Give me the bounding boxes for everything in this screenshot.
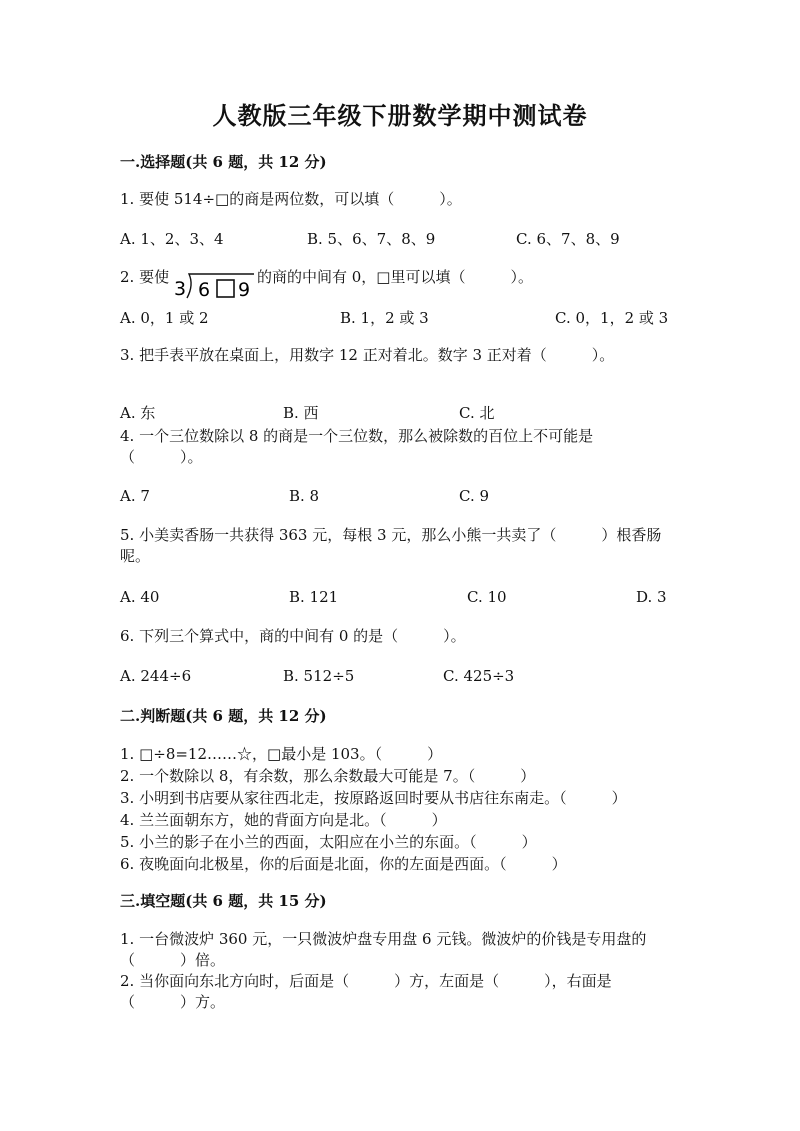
divisor-digit: 3 <box>174 278 187 300</box>
q5-option-a: A. 40 <box>120 588 160 606</box>
q6-option-b: B. 512÷5 <box>283 667 355 685</box>
judgement-item-2: 2. 一个数除以 8，有余数，那么余数最大可能是 7。（ ） <box>120 767 536 785</box>
long-division-figure <box>170 271 256 301</box>
question-2-stem-start: 2. 要使 <box>120 268 170 286</box>
q5-option-b: B. 121 <box>289 588 339 606</box>
section-heading-fill-blank: 三.填空题(共 6 题，共 15 分) <box>120 892 327 910</box>
q6-option-a: A. 244÷6 <box>120 667 192 685</box>
question-6-stem: 6. 下列三个算式中，商的中间有 0 的是（ ）。 <box>120 627 466 645</box>
q5-option-d: D. 3 <box>636 588 667 606</box>
question-3-stem: 3. 把手表平放在桌面上，用数字 12 正对着北。数字 3 正对着（ ）。 <box>120 346 615 364</box>
q1-option-b: B. 5、6、7、8、9 <box>307 230 436 248</box>
question-1-stem: 1. 要使 514÷□的商是两位数，可以填（ ）。 <box>120 190 462 208</box>
q2-option-a: A. 0，1 或 2 <box>120 309 209 327</box>
fill-question-2-line2: （ ）方。 <box>120 993 226 1011</box>
question-5-stem-line2: 呢。 <box>120 547 151 565</box>
question-5-stem-line1: 5. 小美卖香肠一共获得 363 元，每根 3 元，那么小熊一共卖了（ ）根香肠 <box>120 526 662 544</box>
q4-option-b: B. 8 <box>289 487 320 505</box>
q1-option-c: C. 6、7、8、9 <box>516 230 620 248</box>
dividend-digit-3: 9 <box>238 279 251 301</box>
dividend-digit-1: 6 <box>198 279 211 301</box>
blank-box-icon <box>217 280 234 297</box>
q6-option-c: C. 425÷3 <box>443 667 515 685</box>
fill-question-1-line1: 1. 一台微波炉 360 元，一只微波炉盘专用盘 6 元钱。微波炉的价钱是专用盘的 <box>120 930 647 948</box>
judgement-item-3: 3. 小明到书店要从家往西北走，按原路返回时要从书店往东南走。（ ） <box>120 789 627 807</box>
q4-option-a: A. 7 <box>120 487 150 505</box>
q3-option-a: A. 东 <box>120 404 156 422</box>
long-division-svg <box>170 271 256 301</box>
question-4-stem-line2: （ ）。 <box>120 448 203 466</box>
section-heading-choice: 一.选择题(共 6 题，共 12 分) <box>120 153 327 171</box>
judgement-item-6: 6. 夜晚面向北极星，你的后面是北面，你的左面是西面。（ ） <box>120 855 567 873</box>
q5-option-c: C. 10 <box>467 588 507 606</box>
page-title: 人教版三年级下册数学期中测试卷 <box>212 101 588 130</box>
fill-question-1-line2: （ ）倍。 <box>120 951 226 969</box>
q1-option-a: A. 1、2、3、4 <box>120 230 224 248</box>
q2-option-b: B. 1，2 或 3 <box>340 309 429 327</box>
judgement-item-5: 5. 小兰的影子在小兰的西面，太阳应在小兰的东面。（ ） <box>120 833 537 851</box>
section-heading-judgement: 二.判断题(共 6 题，共 12 分) <box>120 707 327 725</box>
q3-option-b: B. 西 <box>283 404 319 422</box>
q3-option-c: C. 北 <box>459 404 495 422</box>
judgement-item-1: 1. □÷8=12……☆，□最小是 103。（ ） <box>120 745 443 763</box>
question-2-stem-end: 的商的中间有 0，□里可以填（ ）。 <box>257 268 533 286</box>
judgement-item-4: 4. 兰兰面朝东方，她的背面方向是北。（ ） <box>120 811 447 829</box>
q4-option-c: C. 9 <box>459 487 490 505</box>
fill-question-2-line1: 2. 当你面向东北方向时，后面是（ ）方，左面是（ ），右面是 <box>120 972 612 990</box>
q2-option-c: C. 0，1，2 或 3 <box>555 309 669 327</box>
question-4-stem-line1: 4. 一个三位数除以 8 的商是一个三位数，那么被除数的百位上不可能是 <box>120 427 594 445</box>
